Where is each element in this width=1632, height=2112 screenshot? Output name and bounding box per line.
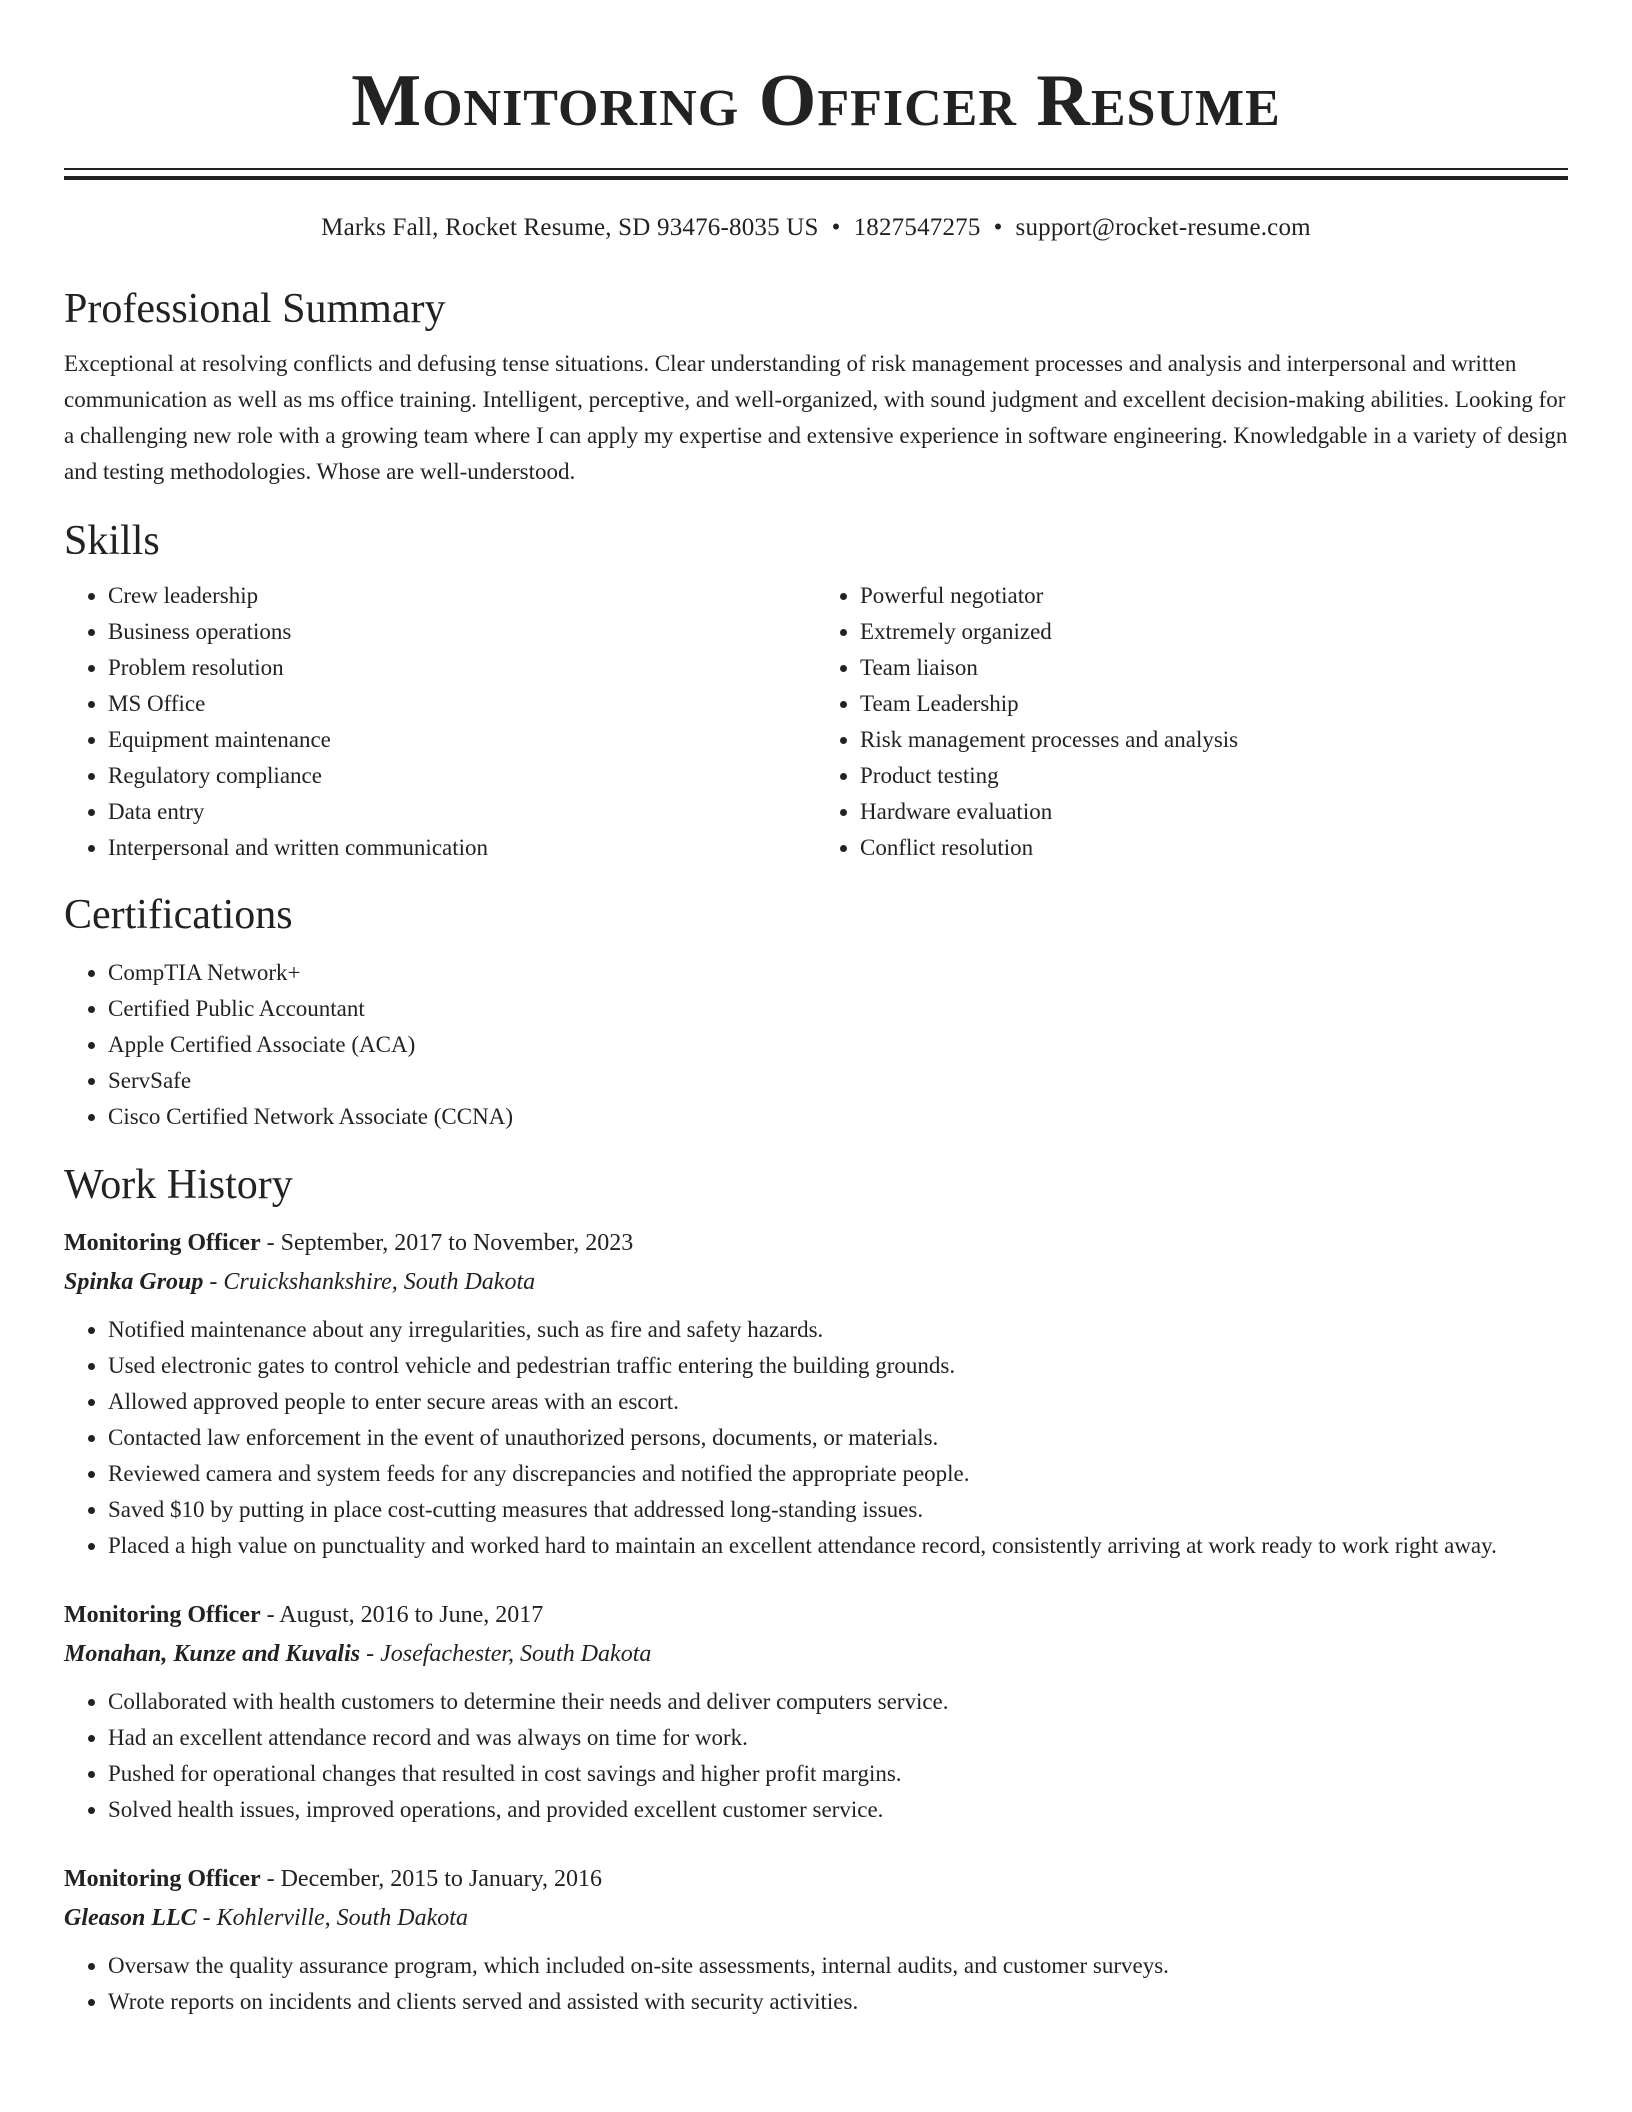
- summary-text: Exceptional at resolving conflicts and defusing tense situations. Clear understanding of risk management processes and analysis and interpersonal and written communication as well as ms office training. Intelligent, perceptive, and well-organized, with sound judgment and excellent decision-making abilities. Looking for a challenging new role with a growing team where I can apply my expertise and extensive experience in software engineering. Knowledgable in a variety of design and testing methodologies. Whose are well-understood.: [64, 351, 1568, 484]
- certification-item: • CompTIA Network+: [108, 955, 1568, 991]
- summary-heading: Professional Summary: [64, 286, 446, 332]
- job-duties-list: [64, 1684, 1568, 1828]
- skills-list-right: [816, 578, 1568, 866]
- job-duty: • Used electronic gates to control vehicle and pedestrian traffic entering the building grounds.: [108, 1348, 1568, 1384]
- skill-item: • Powerful negotiator: [860, 578, 1568, 614]
- contact-line: [64, 211, 1568, 245]
- job-dates: - August, 2016 to June, 2017: [260, 1602, 544, 1628]
- skill-item: • Conflict resolution: [860, 830, 1568, 866]
- certification-item: • Certified Public Accountant: [108, 991, 1568, 1027]
- job-title: Monitoring Officer: [64, 1602, 261, 1628]
- job-duties-list: [64, 1948, 1568, 2020]
- certification-item: • Apple Certified Associate (ACA): [108, 1027, 1568, 1063]
- skill-item: • Product testing: [860, 758, 1568, 794]
- job-duty: • Reviewed camera and system feeds for any discrepancies and notified the appropriate people.: [108, 1456, 1568, 1492]
- summary-section: [64, 284, 1568, 490]
- job-entry: [64, 1224, 1568, 1564]
- certification-item: • ServSafe: [108, 1063, 1568, 1099]
- skill-item: • Risk management processes and analysis: [860, 722, 1568, 758]
- skills-list-left: [64, 578, 816, 866]
- contact-separator: •: [831, 214, 841, 241]
- certification-item: • Cisco Certified Network Associate (CCNA): [108, 1099, 1568, 1135]
- job-duties-list: [64, 1312, 1568, 1564]
- job-company: Monahan, Kunze and Kuvalis: [64, 1641, 361, 1667]
- skills-section: [64, 516, 1568, 866]
- skills-columns: [64, 578, 1568, 866]
- job-company: Spinka Group: [64, 1269, 204, 1295]
- title-rule-thick: [64, 176, 1568, 180]
- skill-item: • Team Leadership: [860, 686, 1568, 722]
- certifications-section: [64, 890, 1568, 1135]
- skill-item: • Data entry: [108, 794, 816, 830]
- job-duty: • Oversaw the quality assurance program, which included on-site assessments, internal audits, and customer surveys.: [108, 1948, 1568, 1984]
- job-duty: • Collaborated with health customers to determine their needs and deliver computers service.: [108, 1684, 1568, 1720]
- job-company-line: [64, 1262, 1568, 1302]
- certifications-list: [64, 955, 1568, 1135]
- job-duty: • Allowed approved people to enter secure areas with an escort.: [108, 1384, 1568, 1420]
- skills-heading: Skills: [64, 518, 160, 564]
- job-dates: - December, 2015 to January, 2016: [260, 1866, 602, 1892]
- skill-item: • Hardware evaluation: [860, 794, 1568, 830]
- job-company: Gleason LLC: [64, 1905, 197, 1931]
- skill-item: • Extremely organized: [860, 614, 1568, 650]
- job-company-line: [64, 1634, 1568, 1674]
- title-rule-thin: [64, 168, 1568, 170]
- job-title: Monitoring Officer: [64, 1230, 261, 1256]
- certifications-heading: Certifications: [64, 892, 293, 938]
- contact-address: Marks Fall, Rocket Resume, SD 93476-8035 US: [321, 214, 819, 241]
- job-title-line: [64, 1596, 1568, 1634]
- skill-item: • Business operations: [108, 614, 816, 650]
- contact-separator: •: [993, 214, 1003, 241]
- job-title-line: [64, 1224, 1568, 1262]
- job-company-line: [64, 1898, 1568, 1938]
- job-location: - Kohlerville, South Dakota: [196, 1905, 468, 1931]
- job-title-line: [64, 1860, 1568, 1898]
- skill-item: • Crew leadership: [108, 578, 816, 614]
- job-dates: - September, 2017 to November, 2023: [260, 1230, 634, 1256]
- job-duty: • Pushed for operational changes that resulted in cost savings and higher profit margins.: [108, 1756, 1568, 1792]
- job-duty: • Notified maintenance about any irregularities, such as fire and safety hazards.: [108, 1312, 1568, 1348]
- skill-item: • MS Office: [108, 686, 816, 722]
- job-location: - Cruickshankshire, South Dakota: [203, 1269, 536, 1295]
- job-location: - Josefachester, South Dakota: [360, 1641, 652, 1667]
- contact-phone: 1827547275: [853, 214, 981, 241]
- job-title: Monitoring Officer: [64, 1866, 261, 1892]
- job-duty: • Wrote reports on incidents and clients served and assisted with security activities.: [108, 1984, 1568, 2020]
- skill-item: • Problem resolution: [108, 650, 816, 686]
- job-entry: [64, 1860, 1568, 2020]
- work-history-heading: Work History: [64, 1162, 293, 1208]
- work-history-section: [64, 1160, 1568, 2020]
- contact-email: support@rocket-resume.com: [1015, 214, 1311, 241]
- job-entry: [64, 1596, 1568, 1828]
- skill-item: • Team liaison: [860, 650, 1568, 686]
- job-duty: • Placed a high value on punctuality and worked hard to maintain an excellent attendance record, consistently arriving at work ready to work right away.: [108, 1528, 1568, 1564]
- skill-item: • Regulatory compliance: [108, 758, 816, 794]
- skill-item: • Equipment maintenance: [108, 722, 816, 758]
- skill-item: • Interpersonal and written communication: [108, 830, 816, 866]
- job-duty: • Saved $10 by putting in place cost-cutting measures that addressed long-standing issues.: [108, 1492, 1568, 1528]
- job-duty: • Solved health issues, improved operations, and provided excellent customer service.: [108, 1792, 1568, 1828]
- job-duty: • Contacted law enforcement in the event of unauthorized persons, documents, or materials.: [108, 1420, 1568, 1456]
- page-title: Monitoring Officer Resume: [351, 60, 1281, 142]
- job-duty: • Had an excellent attendance record and was always on time for work.: [108, 1720, 1568, 1756]
